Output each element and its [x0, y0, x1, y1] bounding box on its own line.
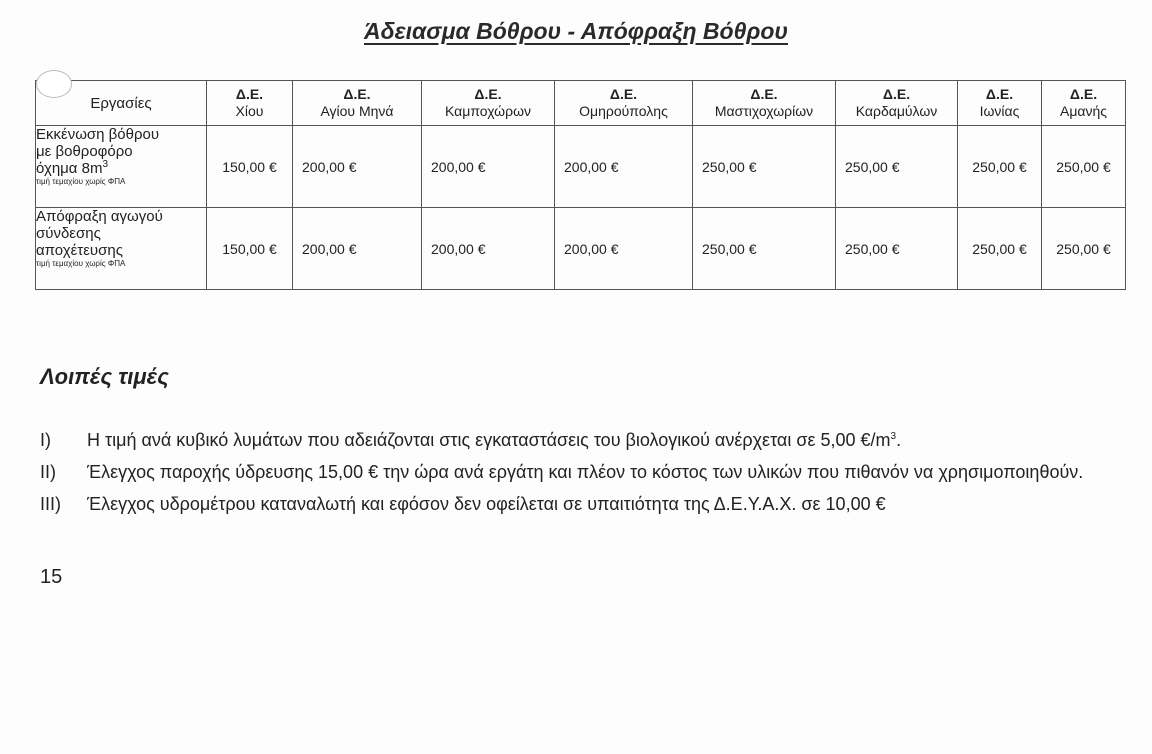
note-number: II) — [40, 462, 56, 482]
price-cell: 250,00 € — [836, 126, 958, 208]
price-cell: 250,00 € — [693, 208, 836, 290]
note-text: Έλεγχος υδρομέτρου καταναλωτή και εφόσον δεν οφείλεται σε υπαιτιότητα της Δ.Ε.Υ.Α.Χ. σε 10,00 € — [87, 494, 886, 514]
price-cell: 250,00 € — [958, 126, 1042, 208]
list-item: I) Η τιμή ανά κυβικό λυμάτων που αδειάζονται στις εγκαταστάσεις του βιολογικού ανέρχεται σε 5,00 $€/m^3$. — [40, 424, 1130, 456]
price-cell: 200,00 € — [555, 126, 693, 208]
scan-circle-mark — [36, 70, 72, 98]
header-district: Δ.Ε. Χίου — [207, 81, 293, 126]
price-cell: 150,00 € — [207, 126, 293, 208]
table-row — [36, 208, 1126, 290]
price-note: τιμή τεμαχίου χωρίς ΦΠΑ — [36, 259, 126, 268]
note-number: III) — [40, 494, 61, 514]
price-cell: 200,00 € — [293, 208, 422, 290]
price-cell: 250,00 € — [1042, 208, 1126, 290]
price-cell: 200,00 € — [555, 208, 693, 290]
price-cell: 250,00 € — [958, 208, 1042, 290]
header-work: Εργασίες — [36, 81, 207, 126]
note-number: I) — [40, 430, 51, 450]
price-cell: 150,00 € — [207, 208, 293, 290]
header-district: Δ.Ε. Μαστιχοχωρίων — [693, 81, 836, 126]
header-district: Δ.Ε. Καμποχώρων — [422, 81, 555, 126]
price-table — [35, 80, 1126, 290]
work-description: Εκκένωση βόθρου με βοθροφόρο όχημα $8m^3$ τιμή τεμαχίου χωρίς ΦΠΑ — [36, 126, 207, 208]
list-item — [40, 456, 1130, 488]
price-cell: 250,00 € — [836, 208, 958, 290]
document-title: Άδειασμα Βόθρου - Απόφραξη Βόθρου — [364, 18, 788, 44]
work-description: Απόφραξη αγωγού σύνδεσης αποχέτευσης τιμή τεμαχίου χωρίς ΦΠΑ — [36, 208, 207, 290]
price-cell: 200,00 € — [422, 208, 555, 290]
notes-list — [40, 424, 1130, 520]
price-cell: 250,00 € — [693, 126, 836, 208]
table-row — [36, 126, 1126, 208]
price-cell: 250,00 € — [1042, 126, 1126, 208]
section-title: Λοιπές τιμές — [40, 364, 169, 389]
note-text: Έλεγχος παροχής ύδρευσης 15,00 € την ώρα ανά εργάτη και πλέον το κόστος των υλικών που πιθανόν να χρησιμοποιηθούν. — [87, 462, 1084, 482]
header-district: Δ.Ε. Ομηρούπολης — [555, 81, 693, 126]
price-cell: 200,00 € — [422, 126, 555, 208]
note-text: Η τιμή ανά κυβικό λυμάτων που αδειάζονται στις εγκαταστάσεις του βιολογικού ανέρχεται σε 5,00 €/m — [87, 430, 891, 450]
price-note: τιμή τεμαχίου χωρίς ΦΠΑ — [36, 177, 126, 186]
price-cell: 200,00 € — [293, 126, 422, 208]
header-district: Δ.Ε. Αμανής — [1042, 81, 1126, 126]
list-item — [40, 488, 1130, 520]
page-number: 15 — [40, 566, 63, 588]
header-district: Δ.Ε. Καρδαμύλων — [836, 81, 958, 126]
header-district: Δ.Ε. Αγίου Μηνά — [293, 81, 422, 126]
table-header-row — [36, 81, 1126, 126]
header-district: Δ.Ε. Ιωνίας — [958, 81, 1042, 126]
